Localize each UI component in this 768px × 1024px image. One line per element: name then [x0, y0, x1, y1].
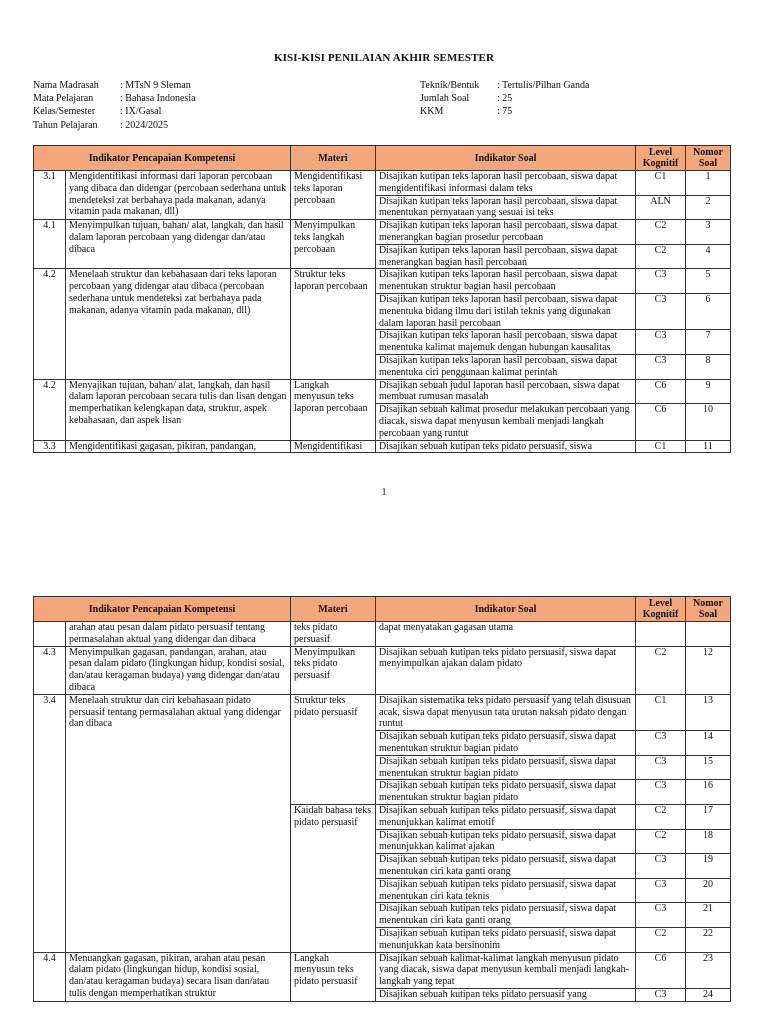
- meta-row-teknik-bentuk: [420, 79, 589, 92]
- level-cell: [636, 622, 686, 647]
- kd-cell: 3.1: [34, 171, 66, 220]
- meta-label: Nama Madrasah: [33, 80, 99, 91]
- level-cell: C2: [636, 927, 686, 952]
- page-number: 1: [381, 487, 387, 498]
- level-cell: C2: [636, 829, 686, 854]
- nomor-cell: 11: [686, 440, 731, 453]
- table-row: [34, 220, 731, 245]
- level-cell: C2: [636, 804, 686, 829]
- level-cell: C3: [636, 755, 686, 780]
- meta-value: : MTsN 9 Sleman: [120, 80, 191, 91]
- level-cell: C3: [636, 878, 686, 903]
- materi-cell: Mengidentifikasi: [291, 440, 376, 453]
- table-row: [34, 622, 731, 647]
- materi-cell: teks pidato persuasif: [291, 622, 376, 647]
- meta-label: Kelas/Semester: [33, 106, 96, 118]
- nomor-cell: 18: [686, 829, 731, 854]
- meta-value: : Bahasa Indonesia: [120, 93, 196, 105]
- meta-row-nama-madrasah: [33, 79, 196, 92]
- nomor-cell: 13: [686, 694, 731, 730]
- materi-cell: Mengidentifikasi teks laporan percobaan: [291, 171, 376, 220]
- indikator-soal-cell: Disajikan kutipan teks laporan hasil percobaan, siswa dapat menentuka ciri penggunaan kalimat perintah: [376, 354, 636, 379]
- level-cell: ALN: [636, 195, 686, 220]
- level-cell: C3: [636, 293, 686, 329]
- nomor-cell: 23: [686, 952, 731, 988]
- indikator-soal-cell: Disajikan sistematika teks pidato persuasif yang telah disusuan acak, siswa dapat menyusun tata urutan naksah pidato dengan runtut: [376, 694, 636, 730]
- level-cell: C6: [636, 404, 686, 440]
- header-indikator-pencapaian-kompetensi: Indikator Pencapaian Kompetensi: [34, 597, 291, 622]
- level-cell: C2: [636, 244, 686, 269]
- level-cell: C3: [636, 354, 686, 379]
- meta-row-mata-pelajaran: [33, 92, 196, 105]
- header-indikator-soal: Indikator Soal: [376, 597, 636, 622]
- indikator-soal-cell: Disajikan sebuah kutipan teks pidato persuasif, siswa dapat menentukan struktur bagian pidato: [376, 731, 636, 756]
- kd-cell: 4.4: [34, 952, 66, 1001]
- level-cell: C1: [636, 171, 686, 196]
- indikator-soal-cell: Disajikan sebuah kutipan teks pidato persuasif, siswa dapat menunjukkan kalimat ajakan: [376, 829, 636, 854]
- level-cell: C2: [636, 220, 686, 245]
- indikator-soal-cell: Disajikan kutipan teks laporan hasil percobaan, siswa dapat menentuka bidang ilmu dari istilah teknis yang digunakan dalam laporan hasil percobaan: [376, 293, 636, 329]
- meta-label: KKM: [420, 106, 444, 118]
- indikator-soal-cell: Disajikan sebuah kutipan teks pidato persuasif, siswa dapat menentukan struktur bagian pidato: [376, 780, 636, 805]
- nomor-cell: 5: [686, 269, 731, 294]
- nomor-cell: 24: [686, 988, 731, 1001]
- level-cell: C2: [636, 646, 686, 694]
- header-indikator-soal: Indikator Soal: [376, 146, 636, 171]
- meta-row-jumlah-soal: [420, 92, 589, 105]
- meta-label: Tahun Pelajaran: [33, 119, 98, 131]
- indikator-soal-cell: Disajikan sebuah kutipan teks pidato persuasif, siswa dapat menunjukkan kata bersinonim: [376, 927, 636, 952]
- table-row: [34, 171, 731, 196]
- indikator-soal-cell: Disajikan kutipan teks laporan hasil percobaan, siswa dapat menentukan struktur bagian hasil percobaan: [376, 269, 636, 294]
- kd-cell: 4.2: [34, 379, 66, 440]
- nomor-cell: 4: [686, 244, 731, 269]
- indikator-soal-cell: Disajikan kutipan teks laporan hasil percobaan, siswa dapat mengidentifikasi informasi dalam teks: [376, 171, 636, 196]
- kd-cell: 3.4: [34, 694, 66, 952]
- meta-value: : Tertulis/Pilhan Ganda: [497, 80, 590, 91]
- kisi-kisi-table-page-1: [33, 145, 731, 453]
- nomor-cell: 16: [686, 780, 731, 805]
- indikator-soal-cell: Disajikan sebuah kutipan teks pidato persuasif, siswa dapat menentukan ciri kata teknis: [376, 878, 636, 903]
- kd-cell: 3.3: [34, 440, 66, 453]
- level-cell: C3: [636, 731, 686, 756]
- indikator-soal-cell: Disajikan kutipan teks laporan hasil percobaan, siswa dapat menerangkan bagian prosedur percobaan: [376, 220, 636, 245]
- indikator-soal-cell: Disajikan kutipan teks laporan hasil percobaan, siswa dapat menerangkan bagian hasil percobaan: [376, 244, 636, 269]
- kd-cell: 4.2: [34, 269, 66, 379]
- nomor-cell: 10: [686, 404, 731, 440]
- level-cell: C3: [636, 780, 686, 805]
- indikator-soal-cell: dapat menyatakan gagasan utama: [376, 622, 636, 647]
- document-title: KISI-KISI PENILAIAN AKHIR SEMESTER: [273, 52, 495, 64]
- level-cell: C3: [636, 988, 686, 1001]
- nomor-cell: 6: [686, 293, 731, 329]
- nomor-cell: 12: [686, 646, 731, 694]
- ipk-cell: Menelaah struktur dan kebahasaan dari teks laporan percobaan yang didengar atau dibaca (percobaan sederhana untuk mendeteksi zat berbahaya pada makanan, adanya vitamin pada makanan, dll): [66, 269, 291, 379]
- level-cell: C3: [636, 903, 686, 928]
- nomor-cell: 20: [686, 878, 731, 903]
- meta-label: Mata Pelajaran: [33, 93, 94, 105]
- meta-label: Jumlah Soal: [420, 93, 470, 105]
- indikator-soal-cell: Disajikan sebuah kutipan teks pidato persuasif, siswa dapat menentukan ciri kata ganti orang: [376, 854, 636, 879]
- indikator-soal-cell: Disajikan sebuah kutipan teks pidato persuasif, siswa: [376, 440, 636, 453]
- level-cell: C1: [636, 694, 686, 730]
- materi-cell: Menyimpulkan teks pidato persuasif: [291, 646, 376, 694]
- nomor-cell: 7: [686, 330, 731, 355]
- indikator-soal-cell: Disajikan sebuah kutipan teks pidato persuasif yang: [376, 988, 636, 1001]
- level-cell: C6: [636, 379, 686, 404]
- meta-value: : IX/Gasal: [120, 106, 162, 118]
- indikator-soal-cell: Disajikan sebuah kutipan teks pidato persuasif, siswa dapat menentukan struktur bagian pidato: [376, 755, 636, 780]
- table-header-row: [34, 597, 731, 622]
- ipk-cell: Menyajikan tujuan, bahan/ alat, langkah, dan hasil dalam laporan percobaan secara tulis dan lisan dengan memperhatikan kelengkapan data, struktur, aspek kebahasaan, dan aspek lisan: [66, 379, 291, 440]
- indikator-soal-cell: Disajikan sebuah kalimat-kalimat langkah menyusun pidato yang diacak, siswa dapat menyusun kembali menjadi langkah-langkah yang tepat: [376, 952, 636, 988]
- nomor-cell: [686, 622, 731, 647]
- ipk-cell: arahan atau pesan dalam pidato persuasif tentang permasalahan aktual yang didengar dan dibaca: [66, 622, 291, 647]
- ipk-cell: Menyimpulkan gagasan, pandangan, arahan, atau pesan dalam pidato (lingkungan hidup, kondisi sosial, dan/atau keragaman budaya) yang didengar dan/atau dibaca: [66, 646, 291, 694]
- header-nomor-soal: Nomor Soal: [686, 146, 731, 171]
- nomor-cell: 9: [686, 379, 731, 404]
- table-row: [34, 694, 731, 730]
- indikator-soal-cell: Disajikan kutipan teks laporan hasil percobaan, siswa dapat menentukan pernyataan yang sesuai isi teks: [376, 195, 636, 220]
- ipk-cell: Menuangkan gagasan, pikiran, arahan atau pesan dalam pidato (lingkungan hidup, kondisi sosial, dan/atau keragaman budaya) secara lisan dan/atau tulis dengan memperhatikan struktur: [66, 952, 291, 1001]
- materi-cell: Struktur teks laporan percobaan: [291, 269, 376, 379]
- level-cell: C3: [636, 269, 686, 294]
- level-cell: C3: [636, 330, 686, 355]
- kd-cell: 4.3: [34, 646, 66, 694]
- materi-cell: Kaidah bahasa teks pidato persuasif: [291, 804, 376, 952]
- ipk-cell: Menelaah struktur dan ciri kebahasaan pidato persuasif tentang permasalahan aktual yang didengar dan dibaca: [66, 694, 291, 952]
- table-row: [34, 440, 731, 453]
- meta-row-kkm: [420, 105, 589, 118]
- indikator-soal-cell: Disajikan sebuah kalimat prosedur melakukan percobaan yang diacak, siswa dapat menyusun kembali menjadi langkah percobaan yang runtut: [376, 404, 636, 440]
- nomor-cell: 22: [686, 927, 731, 952]
- indikator-soal-cell: Disajikan sebuah judul laporan hasil percobaan, siswa dapat membuat rumusan masalah: [376, 379, 636, 404]
- materi-cell: Langkah menyusun teks laporan percobaan: [291, 379, 376, 440]
- header-level-kognitif: Level Kognitif: [636, 597, 686, 622]
- indikator-soal-cell: Disajikan sebuah kutipan teks pidato persuasif, siswa dapat menyimpulkan ajakan dalam pidato: [376, 646, 636, 694]
- indikator-soal-cell: Disajikan sebuah kutipan teks pidato persuasif, siswa dapat menunjukkan kalimat emotif: [376, 804, 636, 829]
- table-row: [34, 952, 731, 988]
- nomor-cell: 8: [686, 354, 731, 379]
- nomor-cell: 21: [686, 903, 731, 928]
- level-cell: C1: [636, 440, 686, 453]
- table-row: [34, 646, 731, 694]
- materi-cell: Langkah menyusun teks pidato persuasif: [291, 952, 376, 1001]
- nomor-cell: 15: [686, 755, 731, 780]
- meta-row-kelas-semester: [33, 105, 196, 118]
- meta-label: Teknik/Bentuk: [420, 80, 480, 91]
- ipk-cell: Mengidentifikasi informasi dari laporan percobaan yang dibaca dan didengar (percobaan sederhana untuk mendeteksi zat berbahaya pada makanan, adanya vitamin pada makanan, dll): [66, 171, 291, 220]
- kd-cell: 4.1: [34, 220, 66, 269]
- header-level-kognitif: Level Kognitif: [636, 146, 686, 171]
- header-materi: Materi: [291, 597, 376, 622]
- meta-row-tahun-pelajaran: [33, 119, 196, 132]
- nomor-cell: 3: [686, 220, 731, 245]
- meta-value: : 2024/2025: [120, 119, 169, 131]
- nomor-cell: 14: [686, 731, 731, 756]
- meta-value: : 75: [497, 106, 513, 118]
- nomor-cell: 19: [686, 854, 731, 879]
- table-header-row: [34, 146, 731, 171]
- ipk-cell: Menyimpulkan tujuan, bahan/ alat, langkah, dan hasil dalam laporan percobaan yang didengar dan/atau dibaca: [66, 220, 291, 269]
- table-row: [34, 379, 731, 404]
- nomor-cell: 17: [686, 804, 731, 829]
- kd-cell: [34, 622, 66, 647]
- nomor-cell: 1: [686, 171, 731, 196]
- level-cell: C3: [636, 854, 686, 879]
- nomor-cell: 2: [686, 195, 731, 220]
- header-nomor-soal: Nomor Soal: [686, 597, 731, 622]
- header-indikator-pencapaian-kompetensi: Indikator Pencapaian Kompetensi: [34, 146, 291, 171]
- document-page-2: [0, 590, 768, 1024]
- meta-value: : 25: [497, 93, 513, 105]
- indikator-soal-cell: Disajikan kutipan teks laporan hasil percobaan, siswa dapat menentuka kalimat majemuk dengan hubungan kausalitas: [376, 330, 636, 355]
- indikator-soal-cell: Disajikan sebuah kutipan teks pidato persuasif, siswa dapat menentukan ciri kata ganti orang: [376, 903, 636, 928]
- level-cell: C6: [636, 952, 686, 988]
- meta-info-right: [420, 79, 589, 119]
- ipk-cell: Mengidentifikasi gagasan, pikiran, pandangan,: [66, 440, 291, 453]
- table-row: [34, 269, 731, 294]
- materi-cell: Menyimpulkan teks langkah percobaan: [291, 220, 376, 269]
- kisi-kisi-table-page-2: [33, 596, 731, 1002]
- header-materi: Materi: [291, 146, 376, 171]
- meta-info-left: [33, 79, 196, 132]
- materi-cell: Struktur teks pidato persuasif: [291, 694, 376, 804]
